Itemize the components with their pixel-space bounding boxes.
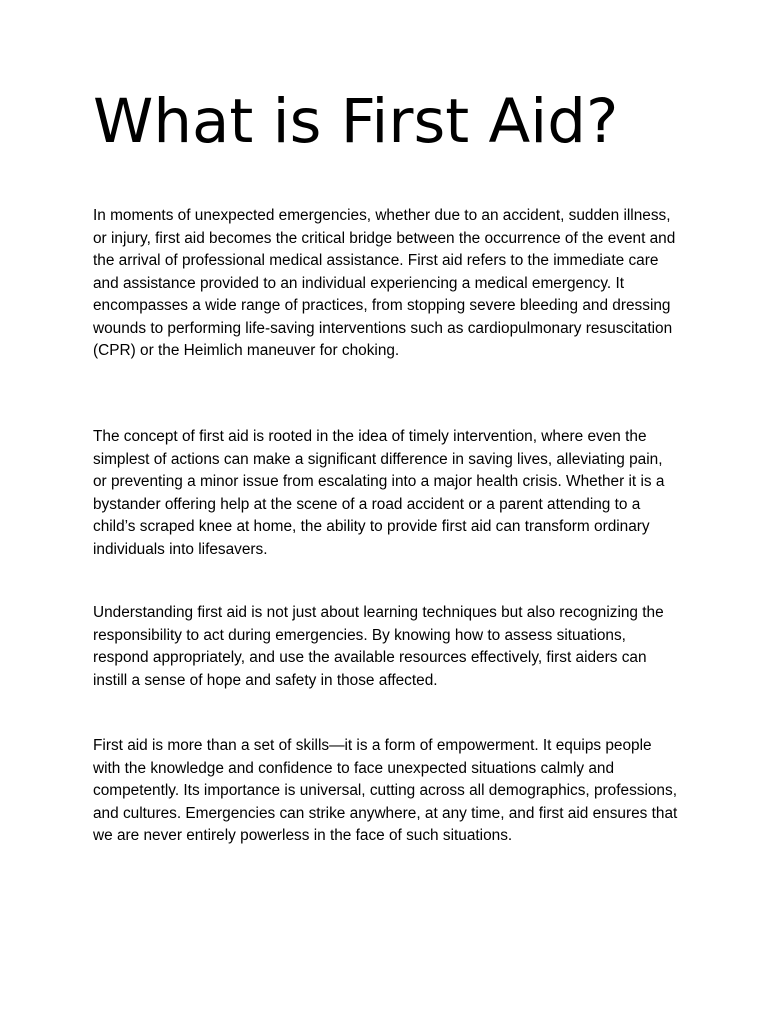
- paragraph-understanding: Understanding first aid is not just about learning techniques but also recognizing the responsibility to act during emergencies. By knowing how to assess situations, respond appropriately, and use the available resources effectively, first aiders can instill a sense of hope and safety in those affected.: [93, 604, 664, 689]
- document-title: What is First Aid?: [93, 86, 619, 157]
- paragraph-empowerment: First aid is more than a set of skills—it is a form of empowerment. It equips people with the knowledge and confidence to face unexpected situations calmly and competently. Its importance is universal, cutting across all demographics, professions, and cultures. Emergencies can strike anywhere, at any time, and first aid ensures that we are never entirely powerless in the face of such situations.: [93, 737, 678, 844]
- paragraph-concept: The concept of first aid is rooted in the idea of timely intervention, where even the simplest of actions can make a significant difference in saving lives, alleviating pain, or preventing a minor issue from escalating into a major health crisis. Whether it is a bystander offering help at the scene of a road accident or a parent attending to a child’s scraped knee at home, the ability to provide first aid can transform ordinary individuals into lifesavers.: [93, 428, 665, 558]
- paragraph-introduction: In moments of unexpected emergencies, whether due to an accident, sudden illness, or injury, first aid becomes the critical bridge between the occurrence of the event and the arrival of professional medical assistance. First aid refers to the immediate care and assistance provided to an individual experiencing a medical emergency. It encompasses a wide range of practices, from stopping severe bleeding and dressing wounds to performing life-saving interventions such as cardiopulmonary resuscitation (CPR) or the Heimlich maneuver for choking.: [93, 207, 676, 359]
